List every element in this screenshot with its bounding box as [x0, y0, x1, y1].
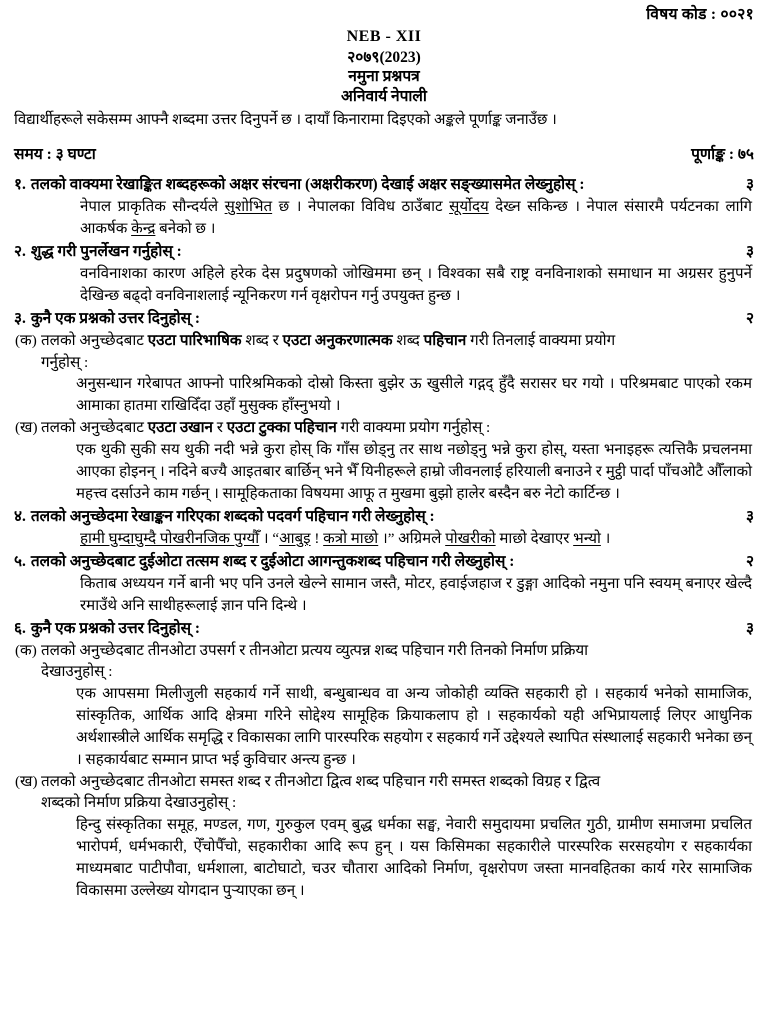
questions-list — [14, 174, 754, 902]
subject-code — [14, 6, 754, 23]
question-marks: २ — [745, 552, 754, 570]
sub-question-text — [41, 330, 754, 352]
question-block — [14, 506, 754, 550]
text-run: तलको अनुच्छेदबाट तीनओटा उपसर्ग र तीनओटा प्रत्यय व्युत्पन्न शब्द पहिचान गरी तिनको निर्माण प्रक्रिया — [41, 641, 589, 659]
sub-question-heading — [14, 330, 754, 352]
question-block — [14, 174, 754, 240]
text-run: माछो देखाएर — [495, 530, 574, 547]
text-run: र — [212, 419, 227, 437]
question-number: ४. — [14, 507, 26, 525]
text-run: गरी तिनलाई वाक्यमा प्रयोग — [466, 332, 616, 349]
full-marks: पूर्णाङ्क : ७५ — [691, 146, 754, 164]
emphasis-bold: पहिचान — [423, 332, 467, 349]
text-run: देख्न सकिन्छ । नेपाल संसारमै पर्यटनका लागि आकर्षक — [80, 199, 752, 238]
board-name: NEB - XII — [346, 28, 422, 46]
general-instruction: विद्यार्थीहरूले सकेसम्म आफ्नै शब्दमा उत्तर दिनुपर्ने छ । दायाँ किनारामा दिइएको अङ्कले पूर्णाङ्क जनाउँछ । — [14, 112, 557, 128]
question-text: तलको अनुच्छेदबाट दुईओटा तत्सम शब्द र दुईओटा आगन्तुकशब्द पहिचान गरी लेख्नुहोस् : — [30, 552, 515, 570]
question-text: कुनै एक प्रश्नको उत्तर दिनुहोस् : — [30, 310, 200, 328]
sub-question-label: (ख) — [15, 419, 38, 437]
question-passage — [14, 196, 754, 240]
sub-question-continuation: गर्नुहोस् : — [41, 353, 89, 371]
question-passage — [14, 263, 754, 307]
paper-type: नमुना प्रश्नपत्र — [348, 68, 420, 86]
question-number: १. — [14, 176, 26, 194]
question-number: ६. — [14, 619, 26, 637]
sub-question-text — [41, 417, 754, 439]
question-text: शुद्ध गरी पुनर्लेखन गर्नुहोस् : — [30, 243, 182, 261]
emphasis-bold: एउटा टुक्का पहिचान — [226, 419, 337, 437]
question-heading — [14, 506, 754, 528]
text-run: ! — [310, 530, 324, 547]
question-block — [14, 308, 754, 505]
text-run: । “ — [259, 530, 280, 547]
text-run: तलको अनुच्छेदबाट तीनओटा समस्त शब्द र तीनओटा द्वित्व शब्द पहिचान गरी समस्त शब्दको विग्रह र द्वित्व — [41, 772, 601, 790]
text-run: तलको अनुच्छेदबाट — [41, 332, 148, 349]
sub-question-text — [41, 771, 754, 793]
text-run: बनेको छ । — [155, 221, 216, 238]
subject-code-text: विषय कोड : ००२१ — [646, 6, 754, 23]
text-run: गरी वाक्यमा प्रयोग गर्नुहोस् : — [336, 419, 491, 437]
question-number: २. — [14, 243, 26, 261]
text-run: वनविनाशका कारण अहिले हरेक देस प्रदुषणको जोखिममा छन् । विश्वका सबै राष्ट्र वनविनाशको समाधान मा अग्रसर हुनुपर्ने देखिन्छ बढ्दो वनविनाशलाई न्यूनिकरण गर्न वृक्षरोपन गर्नु उपयुक्त हुन्छ । — [80, 266, 752, 305]
sub-question-passage: एक आपसमा मिलीजुली सहकार्य गर्ने साथी, बन्धुबान्धव वा अन्य जोकोही व्यक्ति सहकारी हो । सहकार्य भनेको सामाजिक, सांस्कृतिक, आर्थिक आदि क्षेत्रमा गरिने सोद्देश्य सामूहिक क्रियाकलाप हो । सहकार्यको यही अभिप्रायलाई लिएर आधुनिक अर्थशास्त्रीले आर्थिक समृद्धि र विकासका लागि पारस्परिक सहयोग र सहकार्य गर्ने उद्देश्यले स्थापित संस्थालाई सहकारी भनेका छन् । सहकार्यबाट सम्मान प्राप्त भई कुविचार अन्त्य हुन्छ । — [76, 685, 752, 768]
emphasis-bold: एउटा उखान — [147, 419, 213, 437]
sub-question-heading — [14, 640, 754, 662]
question-marks: ३ — [745, 507, 754, 525]
underlined-word: केन्द्र — [131, 221, 156, 238]
text-run: छ । नेपालका विविध ठाउँबाट — [272, 199, 450, 216]
question-heading — [14, 618, 754, 640]
question-heading — [14, 241, 754, 263]
text-run: तलको अनुच्छेदबाट — [41, 419, 148, 437]
sub-question-heading — [14, 417, 754, 439]
emphasis-bold: एउटा अनुकरणात्मक — [282, 332, 393, 349]
question-marks: ३ — [745, 243, 754, 261]
sub-question-heading — [14, 771, 754, 793]
emphasis-bold: एउटा पारिभाषिक — [147, 332, 242, 349]
text-run: शब्द — [392, 332, 424, 349]
underlined-word: सूर्योदय — [449, 199, 489, 216]
paper-heading-block — [14, 27, 754, 107]
question-number: ३. — [14, 310, 26, 328]
underlined-word: कत्रो माछो — [323, 530, 379, 547]
sub-question-passage: अनुसन्धान गरेबापत आफ्नो पारिश्रमिकको दोस्रो किस्ता बुझेर ऊ खुसीले गद्गद् हुँदै सरासर घर गयो । परिश्रमबाट पाएको रकम आमाका हातमा राखिदिँदा उहाँ मुसुक्क हाँस्नुभयो । — [76, 376, 752, 415]
underlined-word: भन्यो — [573, 530, 601, 547]
text-run: । — [600, 530, 611, 547]
sub-question-passage: एक थुकी सुकी सय थुकी नदी भन्ने कुरा होस् कि गाँस छोड्नु तर साथ नछोड्नु भन्ने कुरा होस्, यस्ता भनाइहरू त्यत्तिकै प्रचलनमा आएका होइनन् । नदिने बज्यै आइतबार बार्छिन् भने भैँ यिनीहरूले हाम्रो जीवनलाई हरियाली बनाउने र मुट्ठी पार्दा पाँचओटै औँलाको महत्त्व दर्साउने काम गर्छन् । सामूहिकताका विषयमा आफू त मुखमा बुझो हालेर बस्दैन बरु नेटो कार्टिन्छ । — [76, 441, 752, 502]
paper-year: २०७९(2023) — [347, 48, 421, 66]
question-marks: ३ — [745, 619, 754, 637]
text-run: ।” अग्रिमले — [378, 530, 446, 547]
sub-question-label: (ख) — [15, 772, 38, 790]
sub-question-label: (क) — [15, 332, 37, 349]
question-number: ५. — [14, 552, 26, 570]
question-marks: २ — [745, 310, 754, 328]
text-run: शब्द र — [241, 332, 283, 349]
question-block — [14, 551, 754, 617]
question-heading — [14, 308, 754, 330]
question-heading — [14, 551, 754, 573]
underlined-word: हामी घुम्दाघुम्दै पोखरीनजिक पुग्यौँ — [80, 530, 260, 547]
sub-question-continuation: शब्दको निर्माण प्रक्रिया देखाउनुहोस् : — [41, 794, 237, 812]
text-run: नेपाल प्राकृतिक सौन्दर्यले — [80, 199, 225, 216]
question-heading — [14, 174, 754, 196]
time-allowed: समय : ३ घण्टा — [14, 146, 96, 164]
sub-question-label: (क) — [15, 641, 37, 659]
question-text: तलको अनुच्छेदमा रेखाङ्कन गरिएका शब्दको पदवर्ग पहिचान गरी लेख्नुहोस् : — [30, 507, 435, 525]
question-block — [14, 618, 754, 902]
question-block — [14, 241, 754, 307]
question-passage — [14, 528, 754, 550]
underlined-word: सुशोभित — [224, 199, 273, 216]
sub-question-passage: हिन्दु संस्कृतिका समूह, मण्डल, गण, गुरुकुल एवम् बुद्ध धर्मका सङ्घ, नेवारी समुदायमा प्रचलित गुठी, ग्रामीण समाजमा प्रचलित भारोपर्म, धर्मभकारी, ऐँचोपैँचो, सहकारीका आदि रूप हुन् । यस किसिमका सहकारीले पारस्परिक सरसहयोग र सहकार्यका माध्यमबाट पाटीपौवा, धर्मशाला, बाटोघाटो, चउर चौतारा आदिको निर्माण, वृक्षरोपण जस्ता मानवहितका कार्य गरेर सामाजिक विकासमा उल्लेख्य योगदान पुऱ्याएका छन् । — [76, 817, 752, 900]
paper-subject: अनिवार्य नेपाली — [341, 88, 427, 106]
question-text: कुनै एक प्रश्नको उत्तर दिनुहोस् : — [30, 619, 200, 637]
underlined-word: आबुइ — [279, 530, 311, 547]
text-run: किताब अध्ययन गर्ने बानी भए पनि उनले खेल्ने सामान जस्तै, मोटर, हवाईजहाज र डुङ्गा आदिको नमुना पनि स्वयम् बनाएर खेल्दै रमाउँथे अनि साथीहरूलाई ज्ञान पनि दिन्थे । — [80, 575, 752, 614]
question-marks: ३ — [745, 176, 754, 194]
question-text: तलको वाक्यमा रेखाङ्कित शब्दहरूको अक्षर संरचना (अक्षरीकरण) देखाई अक्षर सङ्ख्यासमेत लेख्नुहोस् : — [30, 176, 585, 194]
underlined-word: पोखरीको — [445, 530, 496, 547]
exam-meta-row — [14, 142, 754, 164]
sub-question-text — [41, 640, 754, 662]
question-passage — [14, 573, 754, 617]
sub-question-continuation: देखाउनुहोस् : — [41, 663, 113, 681]
